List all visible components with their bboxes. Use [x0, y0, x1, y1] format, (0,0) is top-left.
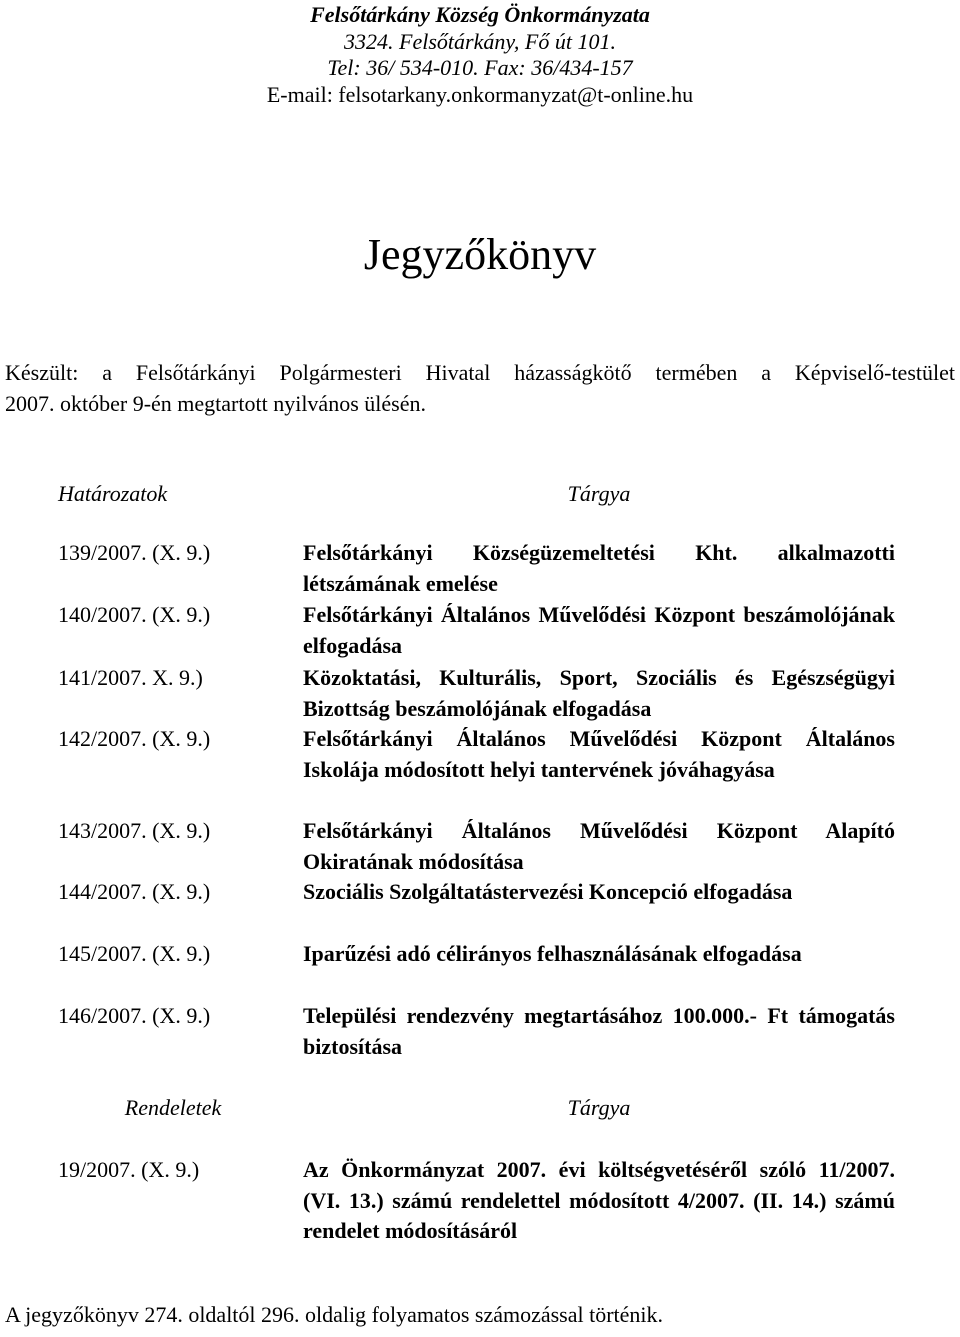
resolutions-col-subject-header: Tárgya — [567, 481, 631, 506]
ordinances-col-subject-header: Tárgya — [567, 1095, 631, 1120]
document-title: Jegyzőkönyv — [363, 230, 597, 279]
footer-note: A jegyzőkönyv 274. oldaltól 296. oldalig folyamatos számozással történik. — [5, 1302, 664, 1327]
resolution-number: 141/2007. X. 9.) — [58, 665, 203, 690]
resolution-subject: Felsőtárkányi Általános Művelődési Központ Általános Iskolája módosított helyi tantervének jóváhagyása — [303, 726, 895, 782]
intro-paragraph — [5, 357, 955, 419]
org-name: Felsőtárkány Község Önkormányzata — [310, 2, 650, 27]
ordinances-col-number-header: Rendeletek — [124, 1095, 222, 1120]
resolution-subject: Iparűzési adó célirányos felhasználásának elfogadása — [303, 941, 802, 966]
resolution-number: 142/2007. (X. 9.) — [58, 726, 211, 751]
letterhead — [0, 0, 960, 108]
intro-line-1: Készült: a Felsőtárkányi Polgármesteri Hivatal házasságkötő termében a Képviselő-testület — [5, 360, 955, 385]
resolution-number: 145/2007. (X. 9.) — [58, 941, 211, 966]
org-email: E-mail: felsotarkany.onkormanyzat@t-online.hu — [266, 81, 694, 107]
resolutions-col-number-header: Határozatok — [58, 481, 168, 506]
intro-line-2: 2007. október 9-én megtartott nyilvános ülésén. — [5, 391, 426, 416]
resolution-number: 140/2007. (X. 9.) — [58, 602, 211, 627]
resolution-subject: Szociális Szolgáltatástervezési Koncepció elfogadása — [303, 879, 793, 904]
ordinance-subject: Az Önkormányzat 2007. évi költségvetéséről szóló 11/2007. (VI. 13.) számú rendelettel módosított 4/2007. (II. 14.) számú rendelet módosításáról — [303, 1157, 895, 1243]
org-phone: Tel: 36/ 534-010. Fax: 36/434-157 — [327, 55, 633, 80]
resolution-subject: Települési rendezvény megtartásához 100.000.- Ft támogatás biztosítása — [303, 1003, 895, 1059]
resolution-subject: Felsőtárkányi Általános Művelődési Központ Alapító Okiratának módosítása — [303, 818, 895, 874]
resolution-subject: Felsőtárkányi Községüzemeltetési Kht. alkalmazotti létszámának emelése — [303, 540, 895, 596]
resolution-number: 139/2007. (X. 9.) — [58, 540, 211, 565]
resolution-number: 143/2007. (X. 9.) — [58, 818, 211, 843]
resolution-number: 146/2007. (X. 9.) — [58, 1003, 211, 1028]
resolution-subject: Felsőtárkányi Általános Művelődési Központ beszámolójának elfogadása — [303, 602, 895, 658]
org-address: 3324. Felsőtárkány, Fő út 101. — [344, 28, 616, 54]
resolution-number: 144/2007. (X. 9.) — [58, 879, 211, 904]
ordinance-number: 19/2007. (X. 9.) — [58, 1157, 200, 1182]
resolution-subject: Közoktatási, Kulturális, Sport, Szociális és Egészségügyi Bizottság beszámolójának elfogadása — [303, 665, 895, 721]
